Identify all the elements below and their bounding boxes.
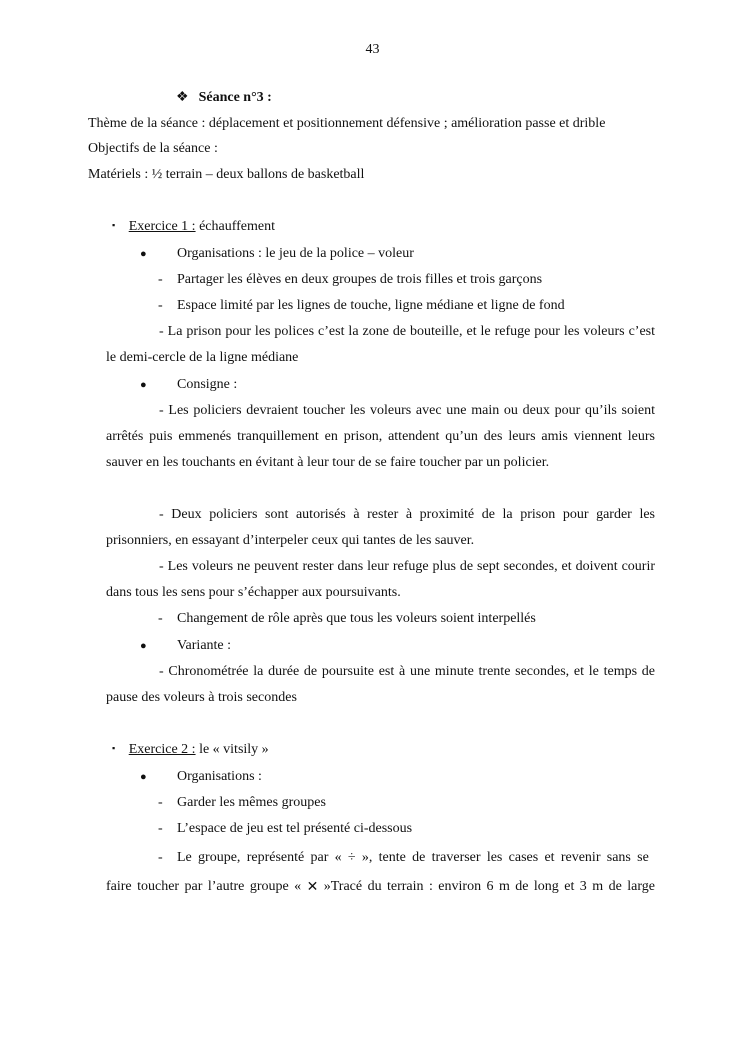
word: et [544,850,555,865]
word: », [361,850,373,865]
word: sans [606,850,631,865]
dash-bullet: - [158,821,163,836]
word: ✕ [306,880,319,895]
dash-bullet: - [158,850,163,865]
exercise-2-item: L’espace de jeu est tel présenté ci-dessous [177,821,413,836]
word: ÷ [347,850,356,865]
session-title [176,89,272,106]
word: 3 [579,879,587,894]
word: »Tracé [323,879,363,894]
page-number: 43 [365,42,380,57]
word: environ [438,879,482,894]
dot-bullet-icon: ● [140,248,147,260]
consigne-item-paragraph [106,398,655,476]
exercise-1-consigne: Consigne : [177,377,238,392]
word: : [428,879,433,894]
word: de [412,850,426,865]
word: tente [378,850,406,865]
word: les [486,850,503,865]
exercise-2-title: le « vitsily » [195,742,269,757]
square-bullet-icon: ▪ [112,743,116,753]
consigne-item-paragraph [106,502,655,554]
dash-bullet: - [158,795,163,810]
exercise-1-heading [112,219,275,235]
word: m [592,879,604,894]
exercise-1-organisations: Organisations : le jeu de la police – voleur [177,246,414,261]
org-item: Espace limité par les lignes de touche, ligne médiane et ligne de fond [177,298,565,313]
word: 6 [486,879,494,894]
word: « [334,850,342,865]
word: du [367,879,382,894]
variante-item: Chronométrée la durée de poursuite est à une minute trente secondes, et le temps de pause des voleurs à trois secondes [106,664,656,705]
consigne-item: Deux policiers sont autorisés à rester à proximité de la prison pour garder les prisonniers, en essayant d’interpeler ceux qui tantes de les sauver. [106,507,656,548]
word: « [294,879,302,894]
word: faire [106,879,132,894]
consigne-item-paragraph [106,554,655,606]
word: par [310,850,329,865]
dash-bullet: - [159,403,164,418]
dot-bullet-icon: ● [140,640,147,652]
word: et [564,879,575,894]
word: groupe [249,879,289,894]
exercise-2-item: Garder les mêmes groupes [177,795,326,810]
word: Le [177,850,192,865]
word: représenté [246,850,305,865]
exercise-2-last-item-line-2 [106,879,655,896]
exercise-2-label: Exercice 2 : [128,742,196,757]
exercise-1-title: échauffement [195,219,275,234]
word: m [498,879,510,894]
org-item: Partager les élèves en deux groupes de trois filles et trois garçons [177,272,543,287]
exercise-1-label: Exercice 1 : [128,219,196,234]
session-title-text: Séance n°3 : [198,90,272,105]
word: par [184,879,203,894]
word: groupe, [198,850,241,865]
exercise-2-heading [112,742,269,758]
word: traverser [431,850,481,865]
consigne-item: Changement de rôle après que tous les voleurs soient interpellés [177,611,536,626]
dash-bullet: - [159,664,164,679]
dot-bullet-icon: ● [140,379,147,391]
dash-bullet: - [158,611,163,626]
session-materials: Matériels : ½ terrain – deux ballons de basketball [88,167,365,182]
word: revenir [560,850,601,865]
word: large [627,879,655,894]
exercise-1-variante: Variante : [177,638,232,653]
square-bullet-icon: ▪ [112,220,116,230]
diamond-bullet-icon: ❖ [176,90,189,105]
consigne-item: Les policiers devraient toucher les voleurs avec une main ou deux pour qu’ils soient arrêtés puis emmenés tranquillement en prison, attendent qu’un des leurs amis viennent leurs sauver en les touchants en évitant à leur tour de se faire toucher par un policier. [106,403,655,470]
word: de [608,879,622,894]
session-objectives: Objectifs de la séance : [88,141,218,156]
exercise-2-organisations: Organisations : [177,769,262,784]
consigne-item: Les voleurs ne peuvent rester dans leur refuge plus de sept secondes, et doivent courir dans tous les sens pour s’échapper aux poursuivants. [106,559,655,600]
word: cases [508,850,539,865]
word: de [515,879,529,894]
word: se [637,850,649,865]
variante-item-paragraph [106,659,655,711]
word: l’autre [207,879,245,894]
word: terrain [387,879,424,894]
exercise-2-last-item-line-1 [177,850,649,866]
word: toucher [137,879,180,894]
org-item-paragraph [106,319,655,371]
session-theme: Thème de la séance : déplacement et positionnement défensive ; amélioration passe et drible [88,116,606,131]
dash-bullet: - [159,559,164,574]
dot-bullet-icon: ● [140,771,147,783]
word: long [533,879,559,894]
org-item: La prison pour les polices c’est la zone de bouteille, et le refuge pour les voleurs c’est le demi-cercle de la ligne médiane [106,324,656,365]
dash-bullet: - [158,298,163,313]
dash-bullet: - [158,272,163,287]
dash-bullet: - [159,324,164,339]
dash-bullet: - [159,507,164,522]
